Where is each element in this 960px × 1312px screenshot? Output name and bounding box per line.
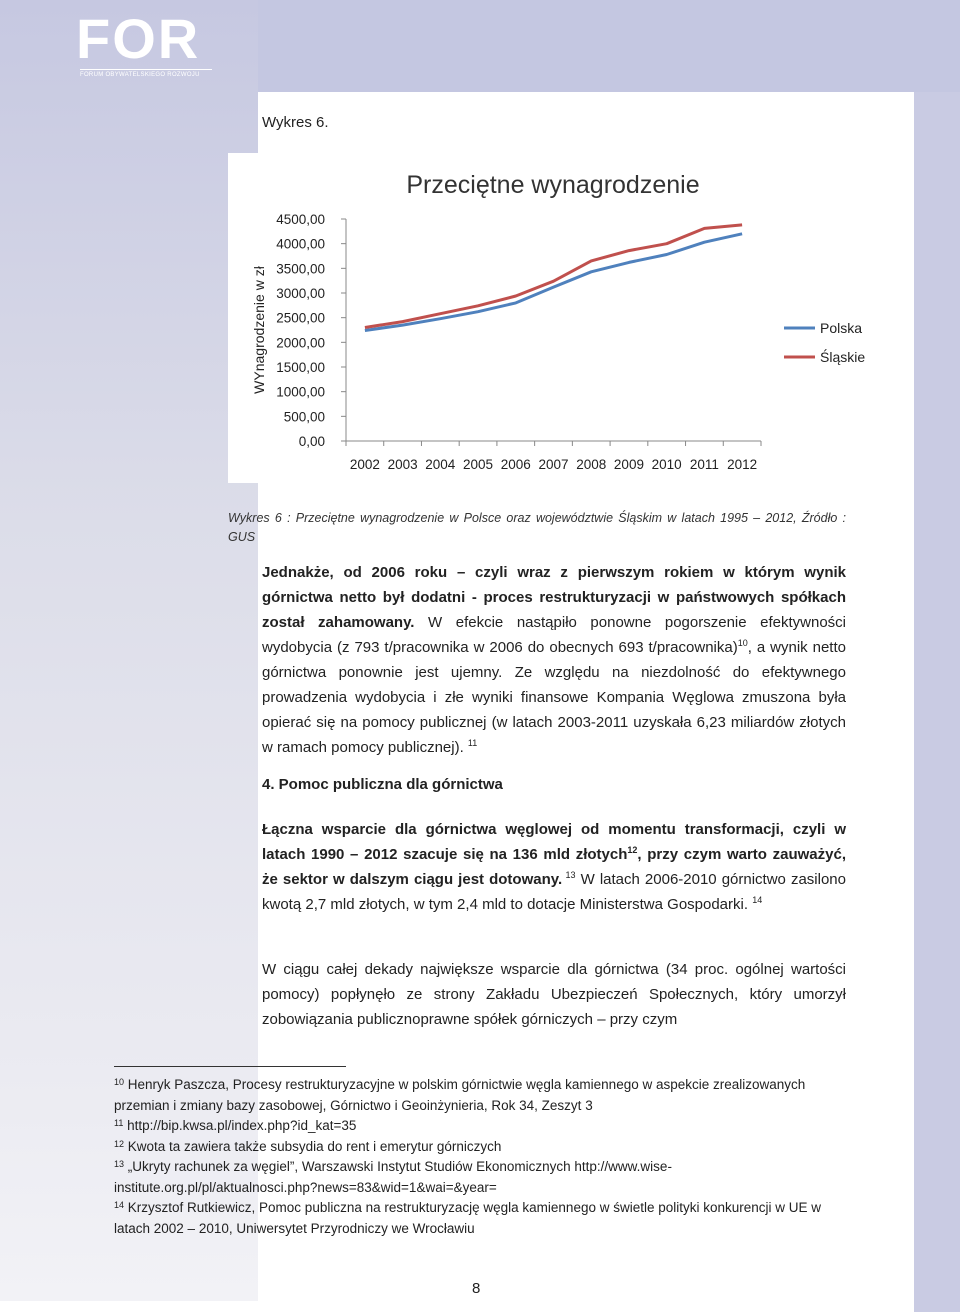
y-axis-title: WYnagrodzenie w zł [251,266,267,394]
y-tick-label: 3500,00 [276,261,325,277]
footnote-text: „Ukryty rachunek za węgiel”, Warszawski Instytut Studiów Ekonomicznych http://www.wise-institute.org.pl/pl/aktualnosci.php?news=83&wid=1&wai=&year= [114,1159,672,1195]
series-line-slaskie [365,225,742,328]
x-tick-label: 2002 [349,457,380,472]
footnote-ref: 14 [752,895,763,905]
footnote-link[interactable]: http://bip.kwsa.pl/index.php?id_kat=35 [123,1118,357,1133]
x-tick-label: 2008 [576,457,607,472]
footnote-number: 11 [114,1118,124,1128]
x-tick-label: 2006 [500,457,531,472]
x-tick-label: 2007 [538,457,569,472]
footnote-number: 13 [114,1159,125,1169]
paragraph-restructuring [262,560,846,760]
logo-text: FOR [76,7,201,70]
y-tick-label: 500,00 [283,409,325,425]
x-tick-label: 2010 [651,457,682,472]
footnote-ref: 11 [467,738,478,748]
paragraph-text: W latach 2006-2010 górnictwo zasilono kwotą 2,7 mld złotych, w tym 2,4 mld to dotacje Ministerstwa Gospodarki. [262,871,846,913]
y-tick-label: 2000,00 [276,335,325,351]
paragraph-zus: W ciągu całej dekady największe wsparcie dla górnictwa (34 proc. ogólnej wartości pomocy) popłynęło ze strony Zakładu Ubezpieczeń Społecznych, który umorzył zobowiązania publicznoprawne spółek górniczych – przy czym [262,961,846,1028]
y-tick-label: 1000,00 [276,384,325,400]
paragraph-text: W efekcie nastąpiło ponowne pogorszenie efektywności wydobycia (z 793 t/pracownika w 2006 do obecnych 693 t/pracownika) [262,614,847,656]
paragraph-bold: Jednakże, od 2006 roku – czyli wraz z pierwszym rokiem w którym wynik górnictwa netto był dodatni - proces restrukturyzacji w państwowych spółkach został zahamowany. [262,564,846,631]
x-tick-label: 2004 [425,457,456,472]
paragraph-bold: Łączna wsparcie dla górnictwa węglowej od momentu transformacji, czyli w latach 1990 – 2012 szacuje się na 136 mld złotych [262,821,846,863]
page-number: 8 [472,1280,481,1297]
footnote-number: 12 [114,1138,125,1149]
y-tick-label: 4000,00 [276,236,325,252]
figure-label: Wykres 6. [262,114,329,131]
x-tick-label: 2012 [727,457,758,472]
legend-label: Śląskie [820,349,866,365]
section-heading: 4. Pomoc publiczna dla górnictwa [262,776,503,793]
for-logo [76,8,216,82]
x-tick-label: 2009 [613,457,644,472]
footnote-13 [114,1157,854,1198]
footnotes [114,1075,854,1239]
right-decorative-band [914,92,960,1312]
y-tick-label: 3000,00 [276,286,325,301]
footnote-11 [114,1116,854,1137]
x-tick-label: 2011 [689,457,719,472]
footnote-ref: 10 [737,638,748,648]
footnote-text: Kwota ta zawiera także subsydia do rent i emerytur górniczych [124,1138,502,1154]
footnote-text: Henryk Paszcza, Procesy restrukturyzacyjne w polskim górnictwie węgla kamiennego w aspekcie zrealizowanych przemian i zmiany bazy zasobowej, Górnictwo i Geoinżynieria, Rok 34, Zeszyt 3 [114,1077,806,1113]
footnote-ref: 13 [562,870,576,880]
footnote-10 [114,1075,854,1116]
footnote-number: 14 [114,1200,125,1210]
footnote-14 [114,1198,854,1239]
footnote-number: 10 [114,1077,125,1087]
y-tick-label: 1500,00 [276,360,325,375]
x-tick-label: 2005 [463,457,494,472]
legend-label: Polska [820,320,863,336]
footnote-text: Krzysztof Rutkiewicz, Pomoc publiczna na restrukturyzację węgla kamiennego w świetle polityki konkurencji w UE w latach 2002 – 2010, Uniwersytet Przyrodniczy we Wrocławiu [114,1200,822,1236]
chart-svg [228,153,882,483]
x-tick-label: 2003 [387,457,418,472]
footnote-12 [114,1137,854,1158]
paragraph-text: , a wynik netto górnictwa ponownie jest ujemny. Ze względu na niezdolność do efektywnego prowadzenia wydobycia i złe wyniki finansowe Kompania Węglowa zmuszona była opierać się na pomocy publicznej (w latach 2003-2011 uzyskała 6,23 miliardów złotych w ramach pomocy publicznej). [262,639,846,756]
paragraph-aid-total [262,817,846,917]
logo-subtitle: FORUM OBYWATELSKIEGO ROZWOJU [80,69,212,78]
y-tick-label: 2500,00 [276,310,325,326]
salary-line-chart [228,153,882,483]
figure-caption: Wykres 6 : Przeciętne wynagrodzenie w Polsce oraz województwie Śląskim w latach 1995 – 2012, Źródło : GUS [228,511,846,544]
footnote-separator [114,1066,346,1067]
footnote-ref: 12 [627,845,638,855]
chart-title: Przeciętne wynagrodzenie [406,171,700,199]
y-tick-label: 4500,00 [276,212,325,227]
y-tick-label: 0,00 [298,434,325,449]
paragraph-bold: , przy czym warto zauważyć, że sektor w dalszym ciągu jest dotowany. [262,846,846,888]
